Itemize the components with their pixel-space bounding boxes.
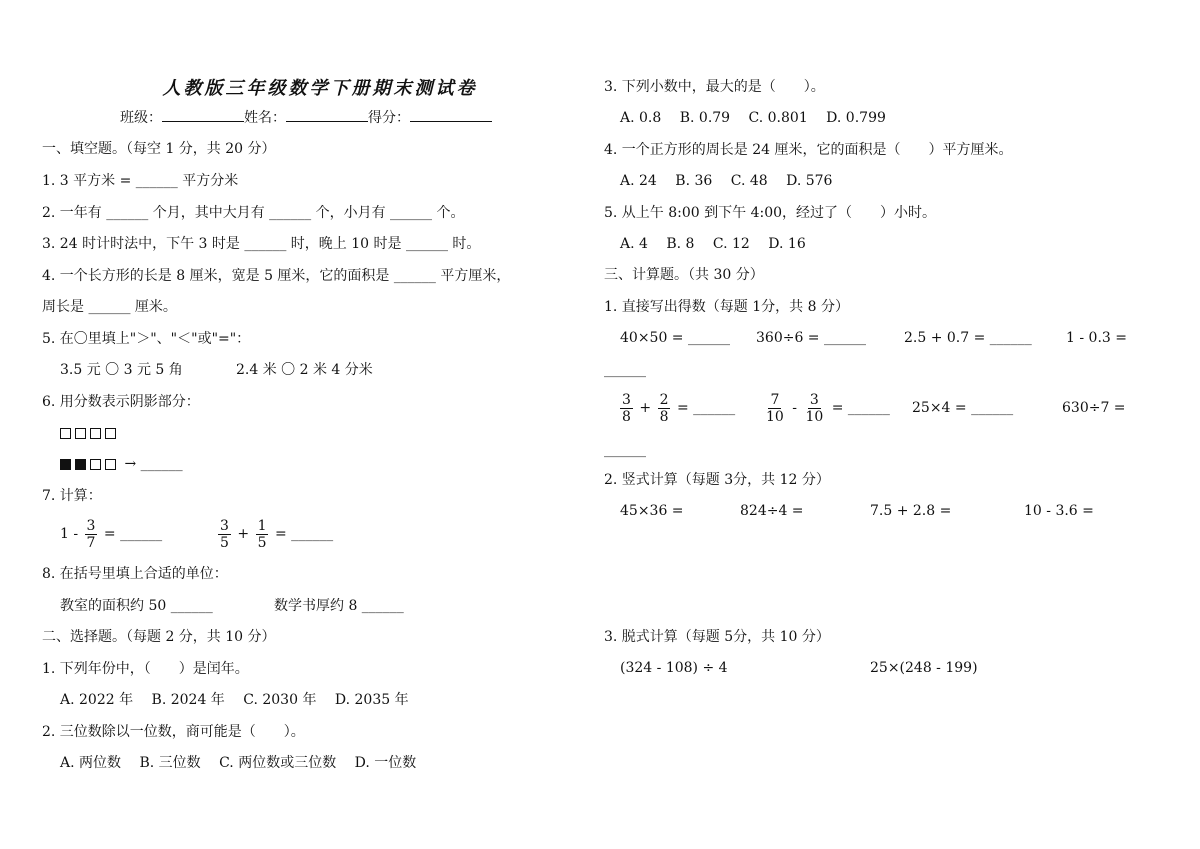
square-empty: [60, 428, 71, 439]
question-2-5: 5. 从上午 8:00 到下午 4:00，经过了（ ）小时。: [604, 205, 937, 221]
mental-calc-2: 360÷6 = ______: [756, 330, 866, 346]
fraction: [85, 518, 98, 551]
question-3-2: 2. 竖式计算（每题 3分，共 12 分）: [604, 472, 830, 488]
compare-a: 3.5 元 〇 3 元 5 角: [60, 362, 183, 378]
square-empty: [90, 428, 101, 439]
numerator: 3: [220, 517, 229, 534]
fraction: [803, 392, 825, 425]
operator: -: [792, 400, 798, 416]
fraction-calc-2-result: = ______: [831, 400, 890, 416]
score-label: 得分：: [368, 110, 410, 126]
square-shaded: [75, 459, 86, 470]
page-title: 人教版三年级数学下册期末测试卷: [162, 78, 478, 99]
question-1-6: 6. 用分数表示阴影部分：: [42, 394, 200, 410]
shaded-answer: → ______: [124, 456, 183, 472]
numerator: 3: [809, 391, 819, 408]
mental-calc-8: 630÷7 =: [1062, 400, 1126, 416]
step-calc-2: 25×(248 - 199): [870, 660, 978, 676]
calc-a-prefix: 1 -: [60, 526, 79, 542]
fraction-calc-1-result: = ______: [676, 400, 736, 416]
vertical-calc-1: 45×36 =: [620, 503, 684, 519]
calc-a-result: = ______: [103, 526, 163, 542]
denominator: 5: [220, 534, 229, 551]
name-field[interactable]: [286, 107, 368, 122]
square-empty: [105, 428, 116, 439]
fraction: [218, 518, 231, 551]
denominator: 8: [659, 408, 669, 425]
unit-b: 数学书厚约 8 ______: [274, 598, 404, 614]
square-empty: [90, 459, 101, 470]
options-2-5: A. 4 B. 8 C. 12 D. 16: [620, 236, 806, 252]
section-2-header: 二、选择题。（每题 2 分，共 10 分）: [42, 629, 276, 645]
mental-calc-8-blank: ______: [604, 442, 646, 458]
question-2-3: 3. 下列小数中，最大的是（ ）。: [604, 79, 825, 95]
square-empty: [105, 459, 116, 470]
question-1-4: 4. 一个长方形的长是 8 厘米，宽是 5 厘米，它的面积是 ______ 平方厘米，: [42, 268, 511, 284]
options-2-3: A. 0.8 B. 0.79 C. 0.801 D. 0.799: [620, 110, 886, 126]
question-1-2: 2. 一年有 ______ 个月，其中大月有 ______ 个，小月有 ______ 个。: [42, 205, 465, 221]
vertical-calc-3: 7.5 + 2.8 =: [870, 503, 952, 519]
fraction: [764, 392, 786, 425]
student-info-line: [120, 107, 492, 128]
question-2-4: 4. 一个正方形的周长是 24 厘米，它的面积是（ ）平方厘米。: [604, 142, 1013, 158]
class-field[interactable]: [162, 107, 244, 122]
square-shaded: [60, 459, 71, 470]
mental-calc-3: 2.5 + 0.7 = ______: [904, 330, 1032, 346]
section-1-header: 一、填空题。（每空 1 分，共 20 分）: [42, 141, 276, 157]
class-label: 班级：: [120, 110, 162, 126]
mental-calc-4-blank: ______: [604, 362, 646, 378]
denominator: 10: [805, 408, 824, 425]
question-1-1: 1. 3 平方米 = ______ 平方分米: [42, 173, 239, 189]
operator: +: [639, 400, 652, 416]
numerator: 7: [770, 391, 780, 408]
numerator: 3: [86, 517, 96, 534]
shaded-squares-row: [60, 454, 183, 474]
options-2-2: A. 两位数 B. 三位数 C. 两位数或三位数 D. 一位数: [60, 755, 417, 771]
numerator: 2: [659, 391, 669, 408]
section-3-header: 三、计算题。（共 30 分）: [604, 267, 764, 283]
denominator: 10: [766, 408, 784, 425]
fraction: [658, 392, 671, 425]
fraction-calc-1: [618, 390, 735, 426]
calc-a: [60, 516, 162, 552]
options-2-4: A. 24 B. 36 C. 48 D. 576: [620, 173, 833, 189]
numerator: 3: [622, 391, 631, 408]
vertical-calc-2: 824÷4 =: [740, 503, 804, 519]
calc-b: [216, 516, 333, 552]
question-2-2: 2. 三位数除以一位数，商可能是（ ）。: [42, 724, 305, 740]
numerator: 1: [257, 517, 267, 534]
denominator: 8: [622, 408, 631, 425]
question-2-1: 1. 下列年份中，（ ）是闰年。: [42, 661, 249, 677]
unit-a: 教室的面积约 50 ______: [60, 598, 213, 614]
fraction: [256, 518, 269, 551]
fraction: [620, 392, 633, 425]
mental-calc-4: 1 - 0.3 =: [1066, 330, 1127, 346]
options-2-1: A. 2022 年 B. 2024 年 C. 2030 年 D. 2035 年: [60, 692, 409, 708]
denominator: 7: [86, 534, 96, 551]
empty-squares-row: [60, 423, 120, 443]
question-3-1: 1. 直接写出得数（每题 1分，共 8 分）: [604, 299, 849, 315]
denominator: 5: [257, 534, 267, 551]
question-1-7: 7. 计算：: [42, 488, 102, 504]
operator: +: [237, 526, 250, 542]
score-field[interactable]: [410, 107, 492, 122]
question-1-3: 3. 24 时计时法中，下午 3 时是 ______ 时，晚上 10 时是 ______ 时。: [42, 236, 481, 252]
calc-b-result: = ______: [274, 526, 334, 542]
vertical-calc-4: 10 - 3.6 =: [1024, 503, 1094, 519]
question-1-5: 5. 在〇里填上"＞"、"＜"或"="：: [42, 331, 251, 347]
square-empty: [75, 428, 86, 439]
name-label: 姓名：: [244, 110, 286, 126]
step-calc-1: (324 - 108) ÷ 4: [620, 660, 728, 676]
compare-b: 2.4 米 〇 2 米 4 分米: [236, 362, 373, 378]
mental-calc-7: 25×4 = ______: [912, 400, 1014, 416]
question-1-8: 8. 在括号里填上合适的单位：: [42, 566, 228, 582]
question-3-3: 3. 脱式计算（每题 5分，共 10 分）: [604, 629, 830, 645]
question-1-4-cont: 周长是 ______ 厘米。: [42, 299, 177, 315]
mental-calc-1: 40×50 = ______: [620, 330, 730, 346]
fraction-calc-2: [762, 390, 890, 426]
